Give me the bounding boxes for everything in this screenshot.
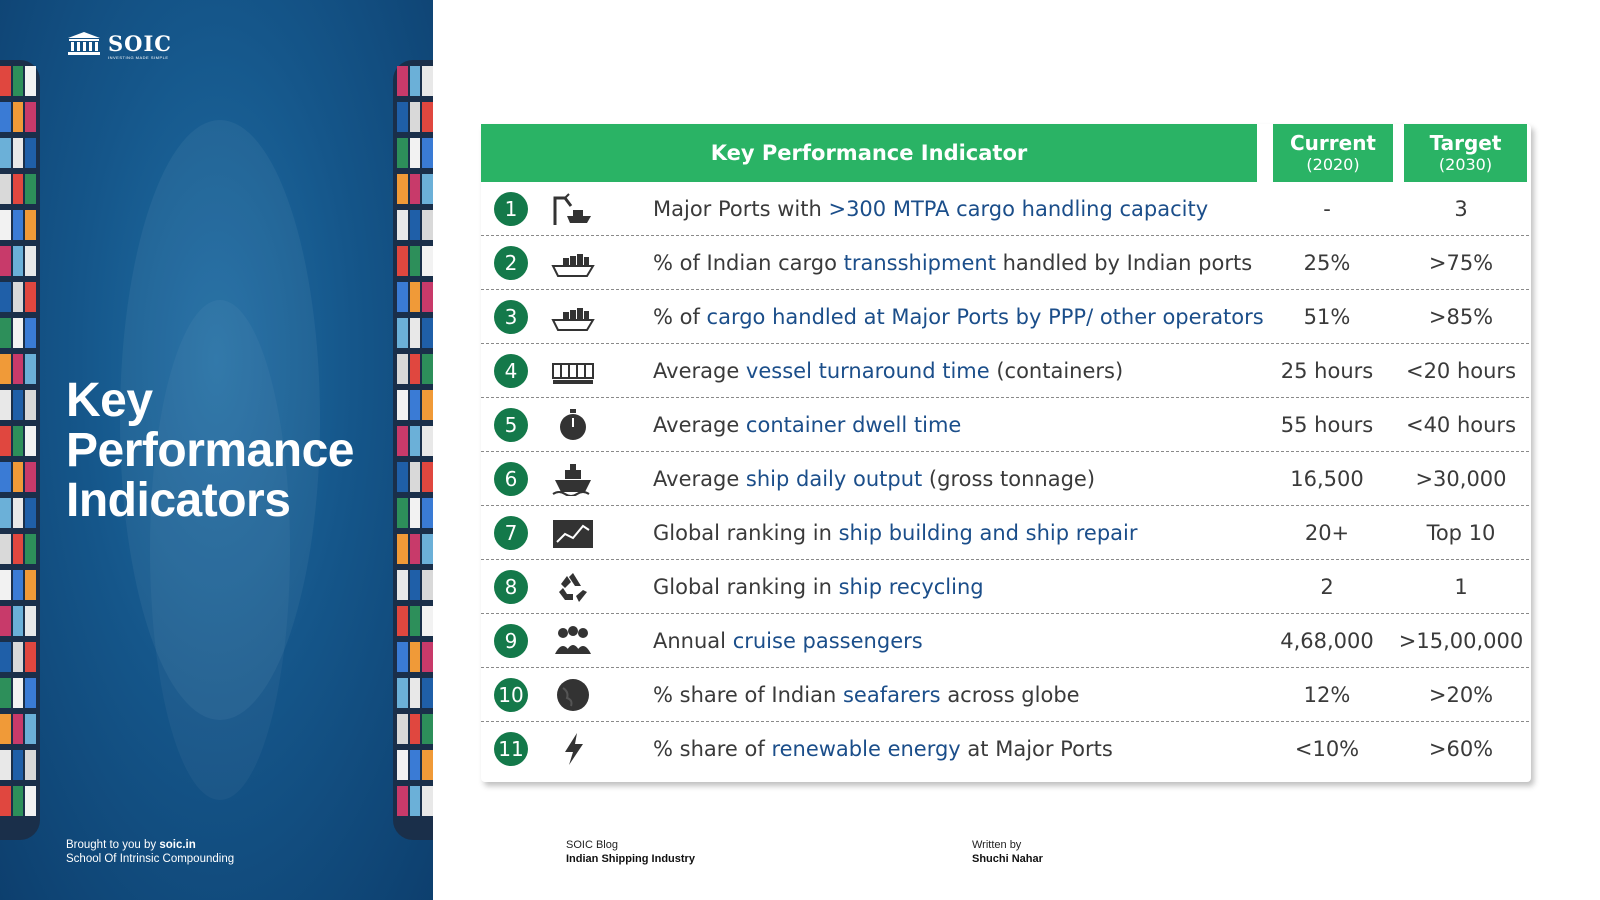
ship-container [397,786,433,816]
table-row [481,452,1529,506]
kpi-description [653,398,961,452]
passengers-icon [551,624,595,658]
kpi-text: % share of Indian [653,683,843,707]
cover-panel [0,0,433,900]
ship-container [0,318,36,348]
kpi-highlight: cruise passengers [732,629,923,653]
ship-container [0,462,36,492]
cargo-ship-icon [551,246,595,280]
credit [66,838,234,866]
ship-container [397,282,433,312]
kpi-text: across globe [940,683,1080,707]
water-texture [150,300,290,800]
kpi-text: Average [653,359,746,383]
current-value: 25% [1303,251,1351,275]
header-current [1273,124,1393,182]
kpi-highlight: ship building and ship repair [838,521,1138,545]
target-value: >30,000 [1415,467,1507,491]
current-value: 12% [1303,683,1351,707]
row-number-badge: 1 [494,192,528,226]
stopwatch-icon [551,408,595,442]
header-current-label: Current [1289,131,1376,155]
footer-author-name: Shuchi Nahar [972,853,1043,865]
ship-container [0,606,36,636]
ship-container [0,282,36,312]
ship-container [0,390,36,420]
kpi-text: handled by Indian ports [995,251,1253,275]
ship-container [0,642,36,672]
kpi-description [653,452,1095,506]
row-number-badge: 8 [494,570,528,604]
kpi-text: Annual [653,629,733,653]
kpi-highlight: ship recycling [838,575,984,599]
credit-site-link[interactable]: soic.in [159,839,196,851]
kpi-description [653,236,1252,290]
target-value: >85% [1428,305,1494,329]
ship-container [0,210,36,240]
ship-container [0,426,36,456]
ship-container [397,498,433,528]
target-value: <40 hours [1405,413,1517,437]
target-value: >75% [1428,251,1494,275]
title-line: Key [66,374,153,427]
ship-container [397,642,433,672]
ship-container [397,678,433,708]
footer-written-label: Written by [972,839,1022,851]
kpi-highlight: seafarers [842,683,941,707]
bank-building-icon [66,31,102,55]
target-value: <20 hours [1405,359,1517,383]
kpi-text: % of Indian cargo [653,251,844,275]
current-value: 55 hours [1280,413,1374,437]
target-value: >60% [1428,737,1494,761]
ship-container [0,750,36,780]
ship-container [397,462,433,492]
kpi-highlight: renewable energy [771,737,961,761]
ship-container [0,786,36,816]
row-number-badge: 5 [494,408,528,442]
table-row [481,182,1529,236]
recycle-icon [551,570,595,604]
current-value: 16,500 [1290,467,1364,491]
table-row [481,668,1529,722]
title-line: Indicators [66,474,291,527]
footer-author [972,838,1043,866]
table-row [481,290,1529,344]
row-number-badge: 11 [494,732,528,766]
ship-container [0,246,36,276]
ship-container [0,534,36,564]
container-ship-left [0,60,40,840]
ship-container [397,246,433,276]
current-value: <10% [1294,737,1360,761]
kpi-text: % of [653,305,707,329]
ship-container [397,534,433,564]
title-line: Performance [66,424,354,477]
ship-container [397,174,433,204]
current-value: 20+ [1304,521,1350,545]
kpi-highlight: >300 MTPA cargo handling capacity [828,197,1209,221]
ship-container [0,570,36,600]
kpi-text: (containers) [989,359,1124,383]
header-current-year: (2020) [1306,155,1360,174]
kpi-highlight: ship daily output [745,467,923,491]
footer-blog-label: SOIC Blog [566,839,618,851]
table-row [481,560,1529,614]
ship-container [0,354,36,384]
kpi-text: Major Ports with [653,197,829,221]
footer-blog-title: Indian Shipping Industry [566,853,695,865]
target-value: >15,00,000 [1398,629,1524,653]
target-value: >20% [1428,683,1494,707]
ship-container [397,390,433,420]
kpi-description [653,668,1080,722]
ship-container [0,102,36,132]
header-target-year: (2030) [1438,155,1493,174]
footer-blog [566,838,695,866]
ship-container [397,102,433,132]
lightning-icon [551,732,595,766]
kpi-highlight: cargo handled at Major Ports by PPP/ other operators [706,305,1264,329]
soic-logo [66,30,172,60]
ship-container [0,174,36,204]
kpi-text: at Major Ports [960,737,1113,761]
header-target [1404,124,1527,182]
kpi-description [653,506,1138,560]
kpi-rows [481,182,1529,776]
row-number-badge: 9 [494,624,528,658]
kpi-description [653,722,1113,776]
credit-org: School Of Intrinsic Compounding [66,853,235,865]
kpi-text: Average [653,467,746,491]
table-row [481,614,1529,668]
row-number-badge: 7 [494,516,528,550]
current-value: 4,68,000 [1280,629,1374,653]
ship-container [0,66,36,96]
header-kpi: Key Performance Indicator [481,124,1257,182]
cargo-ship-icon [551,300,595,334]
kpi-highlight: container dwell time [745,413,962,437]
container-ship-right [393,60,433,840]
table-row [481,344,1529,398]
kpi-highlight: vessel turnaround time [745,359,990,383]
current-value: 51% [1303,305,1351,329]
ship-container [397,66,433,96]
target-value: 3 [1454,197,1468,221]
table-row [481,398,1529,452]
ship-container [0,678,36,708]
ship-container [397,714,433,744]
row-number-badge: 2 [494,246,528,280]
kpi-description [653,344,1123,398]
ship-container [397,750,433,780]
kpi-text: Global ranking in [653,575,839,599]
table-row [481,722,1529,776]
vessel-icon [551,354,595,388]
kpi-text: Global ranking in [653,521,839,545]
ship-container [397,354,433,384]
ship-container [397,318,433,348]
kpi-table [481,124,1531,782]
chart-ranking-icon [551,516,595,550]
kpi-text: (gross tonnage) [922,467,1096,491]
table-row [481,506,1529,560]
target-value: Top 10 [1426,521,1496,545]
ship-container [397,210,433,240]
kpi-description [653,560,984,614]
row-number-badge: 4 [494,354,528,388]
ship-container [397,606,433,636]
kpi-description [653,182,1208,236]
kpi-description [653,290,1264,344]
ship-container [0,498,36,528]
credit-prefix: Brought to you by [66,839,160,851]
header-target-label: Target [1429,131,1502,155]
ship-container [0,714,36,744]
table-row [481,236,1529,290]
row-number-badge: 10 [494,678,528,712]
current-value: 25 hours [1280,359,1374,383]
kpi-text: Average [653,413,746,437]
row-number-badge: 6 [494,462,528,496]
globe-icon [551,678,595,712]
target-value: 1 [1454,575,1468,599]
kpi-description [653,614,923,668]
port-crane-icon [551,192,595,226]
current-value: 2 [1320,575,1334,599]
page-title [66,376,386,526]
row-number-badge: 3 [494,300,528,334]
current-value: - [1323,197,1331,221]
ship-container [397,570,433,600]
ship-container [0,138,36,168]
logo-tagline: INVESTING MADE SIMPLE [108,55,169,60]
ship-icon [551,462,595,496]
ship-container [397,426,433,456]
logo-text: SOIC [108,30,172,56]
ship-container [397,138,433,168]
kpi-highlight: transshipment [843,251,996,275]
kpi-text: % share of [653,737,772,761]
